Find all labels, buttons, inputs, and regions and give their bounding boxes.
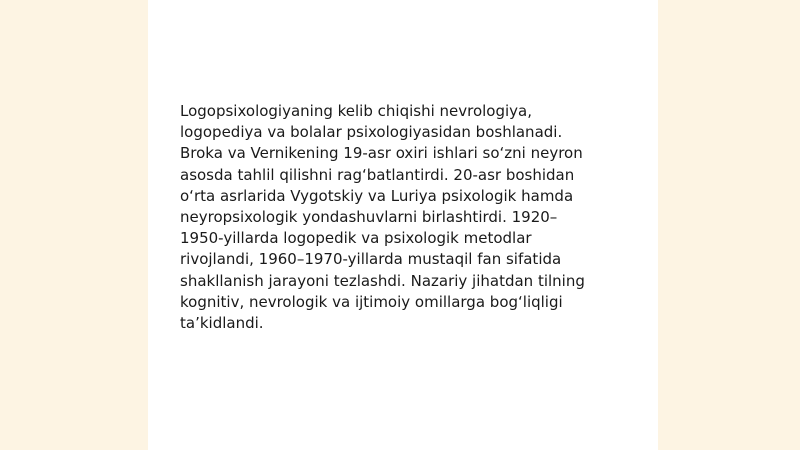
document-page bbox=[148, 0, 658, 450]
body-paragraph: Logopsixologiyaning kelib chiqishi nevrologiya, logopediya va bolalar psixologiyasidan boshlanadi. Broka va Vernikening 19-asr oxiri ishlari so‘zni neyron asosda tahlil qilishni rag‘batlantirdi. 20-asr boshidan o‘rta asrlarida Vygotskiy va Luriya psixologik hamda neyropsixologik yondashuvlarni birlashtirdi. 1920– 1950-yillarda logopedik va psixologik metodlar rivojlandi, 1960–1970-yillarda mustaqil fan sifatida shakllanish jarayoni tezlashdi. Nazariy jihatdan tilning kognitiv, nevrologik va ijtimoiy omillarga bog‘liqligi ta’kidlandi. bbox=[180, 102, 585, 333]
